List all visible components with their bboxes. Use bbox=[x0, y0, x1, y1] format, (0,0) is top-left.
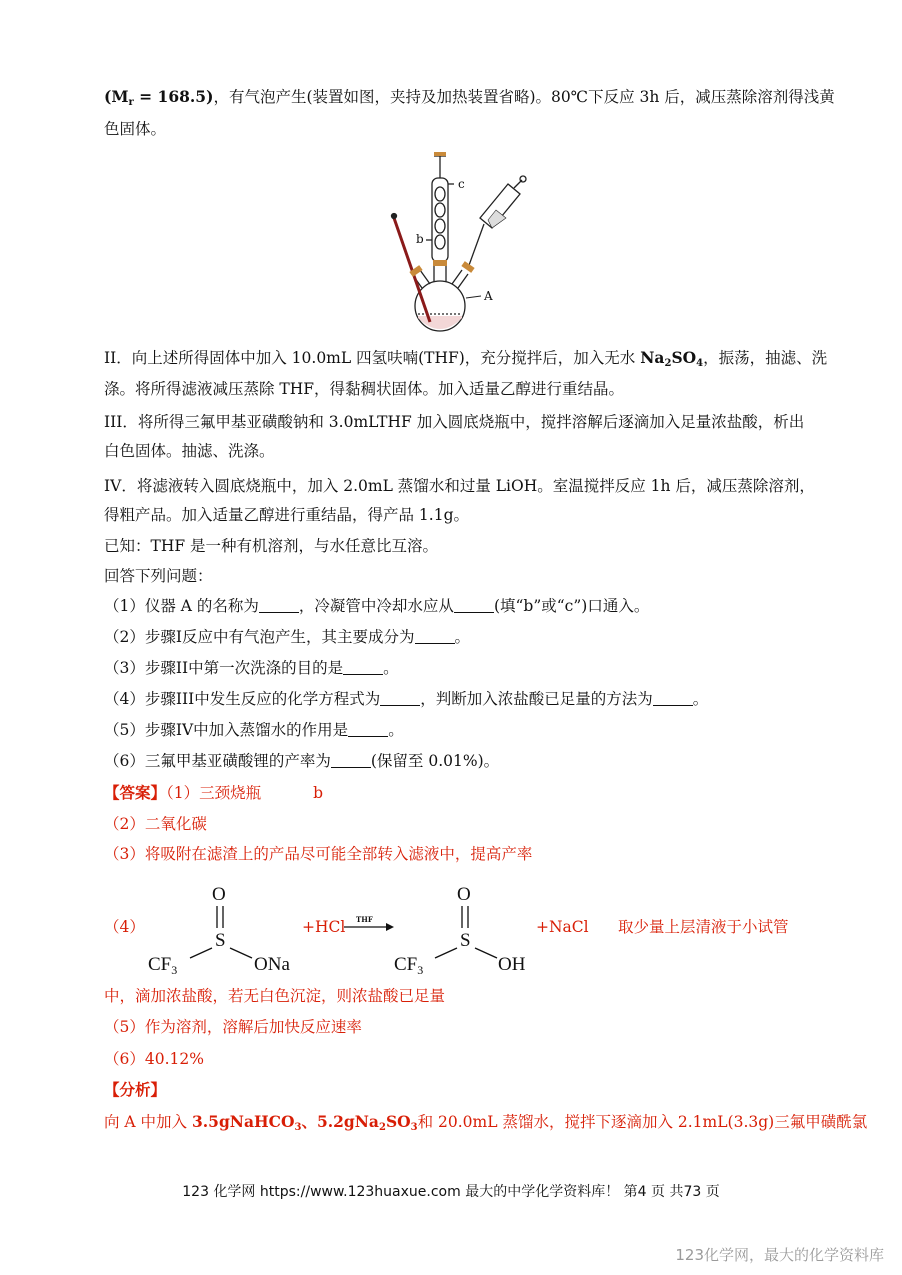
answer-3: （3）将吸附在滤渣上的产品尽可能全部转入滤液中，提高产率 bbox=[104, 845, 533, 863]
answer-4-continued: 中，滴加浓盐酸，若无白色沉淀，则浓盐酸已足量 bbox=[104, 987, 446, 1005]
question-1: （1）仪器 A 的名称为 ，冷凝管中冷却水应从 (填“b”或“c”)口通入。 bbox=[104, 597, 650, 615]
paragraph-line: IV．将滤液转入圆底烧瓶中，加入 2.0mL 蒸馏水和过量 LiOH。室温搅拌反应 1h 后，减压蒸除溶剂， bbox=[104, 477, 815, 495]
apparatus-figure bbox=[380, 148, 540, 338]
answer-blank bbox=[343, 660, 383, 675]
plus-nacl: +NaCl bbox=[536, 918, 589, 936]
ona-group: ONa bbox=[254, 954, 290, 975]
plus-hcl: +HCl bbox=[302, 918, 346, 936]
answer-blank bbox=[348, 722, 388, 737]
reaction-equation bbox=[104, 878, 804, 978]
cf3-group: $CF_3$ bbox=[394, 954, 424, 977]
answer-blank bbox=[653, 691, 693, 706]
question-5: （5）步骤IV中加入蒸馏水的作用是 。 bbox=[104, 721, 404, 739]
label-c: c bbox=[458, 177, 465, 191]
label-A: A bbox=[484, 289, 493, 303]
question-6: （6）三氟甲基亚磺酸锂的产率为 (保留至 0.01%)。 bbox=[104, 752, 500, 770]
paragraph-line: II．向上述所得固体中加入 10.0mL 四氢呋喃(THF)，充分搅拌后，加入无水 $Na_2SO_4$，振荡，抽滤、洗 bbox=[104, 348, 828, 369]
answer-blank bbox=[331, 753, 371, 768]
paragraph-line bbox=[104, 86, 835, 114]
paragraph-text: ，有气泡产生(装置如图，夹持及加热装置省略)。80℃下反应 3h 后，减压蒸除溶剂得浅黄 bbox=[213, 88, 835, 106]
paragraph-line: 涤。将所得滤液减压蒸除 THF，得黏稠状固体。加入适量乙醇进行重结晶。 bbox=[104, 380, 625, 398]
watermark: 123化学网，最大的化学资料库 bbox=[675, 1246, 884, 1264]
answer-prompt: 回答下列问题： bbox=[104, 567, 213, 585]
chem-formula: 3.5gNaHCO$_3$、$5.2gNa_2SO_3$ bbox=[191, 1112, 418, 1133]
cf3-group: $CF_3$ bbox=[148, 954, 178, 977]
paragraph-line: III．将所得三氟甲基亚磺酸钠和 3.0mLTHF 加入圆底烧瓶中，搅拌溶解后逐滴加入足量浓盐酸，析出 bbox=[104, 413, 805, 431]
answer-blank bbox=[259, 598, 299, 613]
answer-2: （2）二氧化碳 bbox=[104, 815, 207, 833]
known-note: 已知：THF 是一种有机溶剂，与水任意比互溶。 bbox=[104, 537, 439, 555]
chem-formula: $Na_2SO_4$ bbox=[640, 348, 704, 369]
paragraph-line: 得粗产品。加入适量乙醇进行重结晶，得产品 1.1g。 bbox=[104, 506, 470, 524]
oxygen-atom: O bbox=[457, 884, 471, 905]
label-b: b bbox=[416, 232, 424, 246]
oxygen-atom: O bbox=[212, 884, 226, 905]
answer-4-method: 取少量上层清液于小试管 bbox=[618, 918, 789, 936]
question-4: （4）步骤III中发生反应的化学方程式为 ，判断加入浓盐酸已足量的方法为 。 bbox=[104, 690, 709, 708]
analysis-text: 向 A 中加入 3.5gNaHCO$_3$、$5.2gNa_2SO_3$和 20.0mL 蒸馏水，搅拌下逐滴加入 2.1mL(3.3g)三氟甲磺酰氯 bbox=[104, 1112, 868, 1133]
arrow-condition: THF bbox=[356, 915, 373, 924]
page-footer: 123 化学网 https://www.123huaxue.com 最大的中学化学资料库！ 第4 页 共73 页 bbox=[182, 1184, 720, 1200]
answer-blank bbox=[380, 691, 420, 706]
analysis-tag: 【分析】 bbox=[104, 1080, 167, 1099]
answer-6: （6）40.12% bbox=[104, 1050, 204, 1068]
oh-group: OH bbox=[498, 954, 526, 975]
molar-mass-label: $(M_r = 168.5)$ bbox=[104, 87, 214, 108]
sulfur-atom: S bbox=[215, 930, 226, 951]
question-2: （2）步骤I反应中有气泡产生，其主要成分为 。 bbox=[104, 628, 471, 646]
answer-tag: 【答案】 bbox=[104, 783, 167, 802]
answer-1: 【答案】（1）三颈烧瓶 b bbox=[104, 783, 324, 802]
answer-5: （5）作为溶剂，溶解后加快反应速率 bbox=[104, 1018, 362, 1036]
paragraph-line: 色固体。 bbox=[104, 120, 167, 138]
paragraph-line: 白色固体。抽滤、洗涤。 bbox=[104, 442, 275, 460]
answer-4-number: （4） bbox=[104, 918, 145, 936]
answer-blank bbox=[454, 598, 494, 613]
answer-blank bbox=[415, 629, 455, 644]
question-3: （3）步骤II中第一次洗涤的目的是 。 bbox=[104, 659, 399, 677]
sulfur-atom: S bbox=[460, 930, 471, 951]
